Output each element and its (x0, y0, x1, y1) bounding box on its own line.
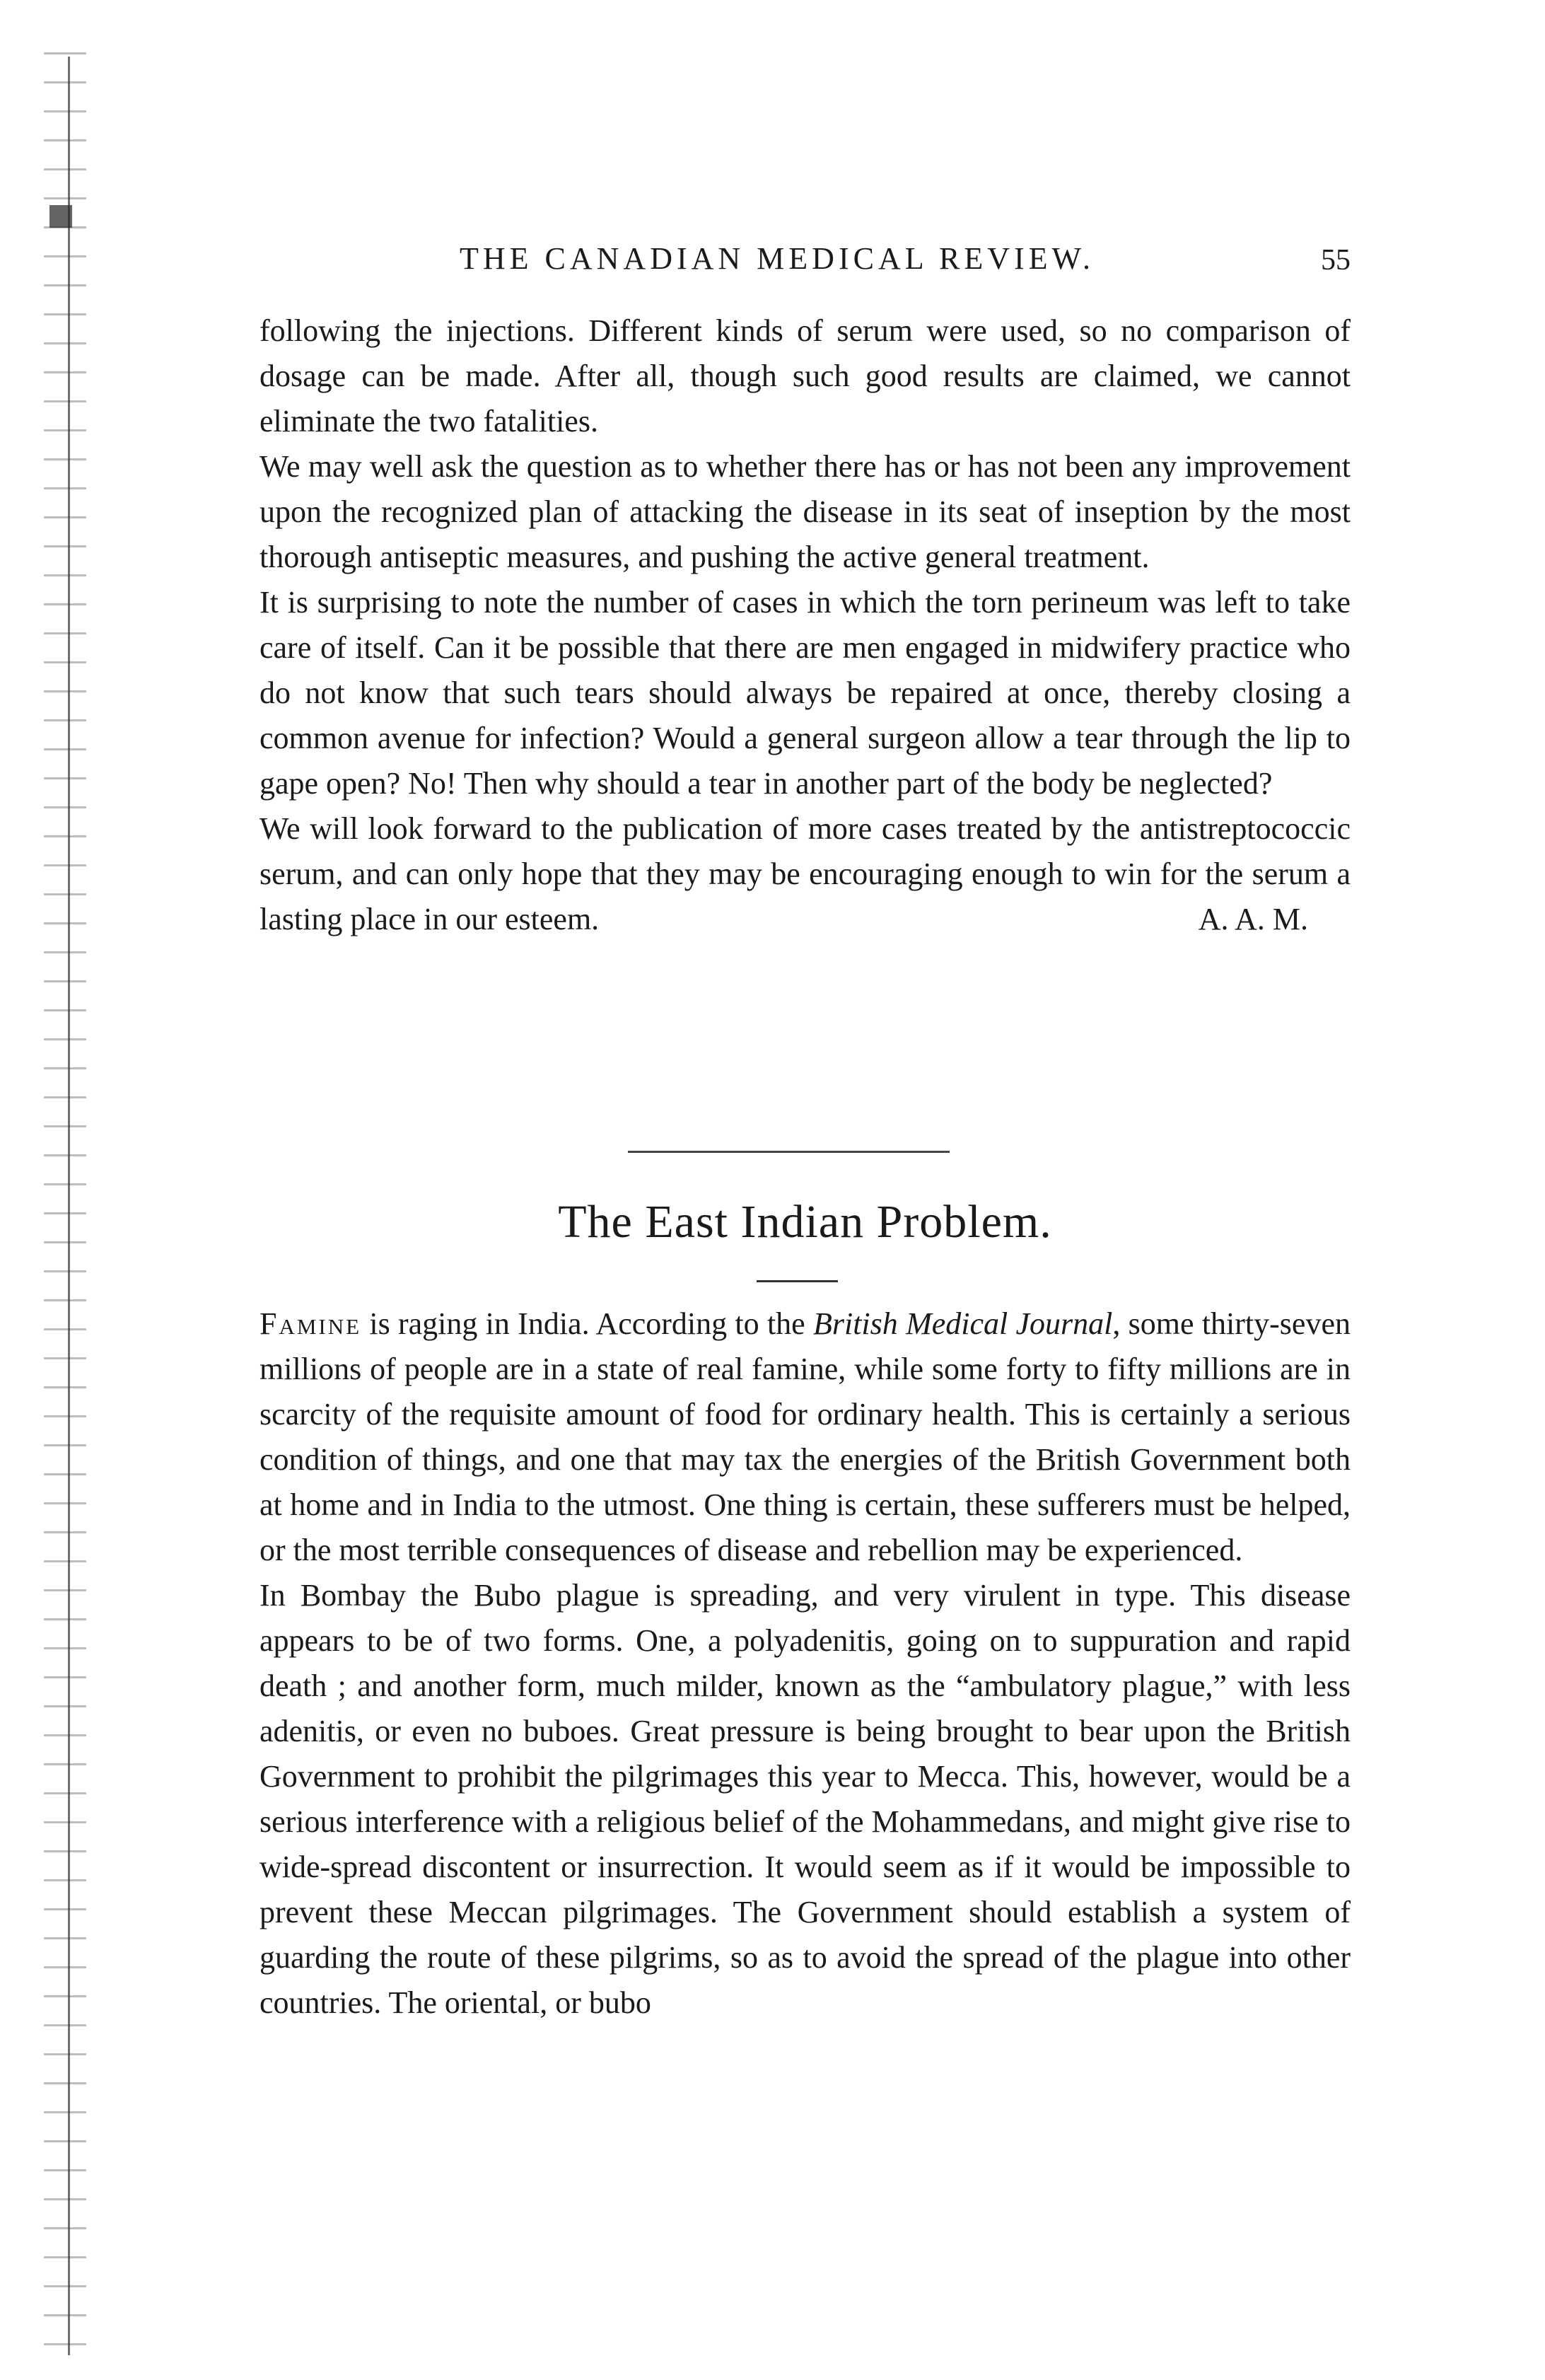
page-binding-edge (44, 42, 86, 2369)
paragraph: It is surprising to note the number of cases in which the torn perineum was left to take care of itself. Can it be possible that there are men engaged in midwifery practice who do not know that such tears should always be repaired at once, thereby closing a common avenue for infection? Would a general surgeon allow a tear through the lip to gape open? No! Then why should a tear in another part of the body be neglected? (260, 585, 1351, 801)
running-head (233, 240, 1351, 283)
east-indian-article (260, 1301, 1351, 2026)
title-underline (757, 1280, 838, 1282)
paragraph: We may well ask the question as to whether there has or has not been any improvement upon the recognized plan of attacking the disease in its seat of inseption by the most thorough antiseptic measures, and pushing the active general treatment. (260, 449, 1351, 574)
paragraph (260, 1301, 1351, 1573)
lead-word: Famine (260, 1306, 362, 1341)
paragraph: We will look forward to the publication of more cases treated by the antistreptococcic serum, and can only hope that they may be encouraging enough to win for the serum a lasting place in our esteem. (260, 811, 1351, 936)
article-title: The East Indian Problem. (558, 1196, 1052, 1248)
journal-name: British Medical Journal (812, 1306, 1113, 1341)
section-divider (628, 1151, 950, 1153)
paragraph-text: , some thirty-seven millions of people are in a state of real famine, while some forty to fifty millions are in scarcity of the requisite amount of food for ordinary health. This is certainly a serious condition of things, and one that may tax the energies of the British Government both at home and in India to the utmost. One thing is certain, these sufferers must be helped, or the most terrible consequences of disease and rebellion may be experienced. (260, 1306, 1351, 1567)
paragraph-text: is raging in India. According to the (361, 1306, 813, 1341)
running-title: THE CANADIAN MEDICAL REVIEW. (460, 241, 1095, 276)
page-number: 55 (1321, 244, 1351, 277)
page-binding-line (68, 57, 70, 2355)
author-signature: A. A. M. (1198, 902, 1308, 936)
paragraph: following the injections. Different kinds of serum were used, so no comparison of dosage can be made. After all, though such good results are claimed, we cannot eliminate the two fatalities. (260, 313, 1351, 439)
page-binding-mark (49, 205, 72, 228)
paragraph: In Bombay the Bubo plague is spreading, and very virulent in type. This disease appears to be of two forms. One, a polyadenitis, going on to suppuration and rapid death ; and another form, much milder, known as the “ambulatory plague,” with less adenitis, or even no buboes. Great pressure is being brought to bear upon the British Government to prohibit the pilgrimages this year to Mecca. This, however, would be a serious interference with a religious belief of the Mohammedans, and might give rise to wide-spread discontent or insurrection. It would seem as if it would be impossible to prevent these Meccan pilgrimages. The Government should establish a system of guarding the route of these pilgrims, so as to avoid the spread of the plague into other countries. The oriental, or bubo (260, 1578, 1351, 2020)
continued-article (260, 308, 1351, 942)
